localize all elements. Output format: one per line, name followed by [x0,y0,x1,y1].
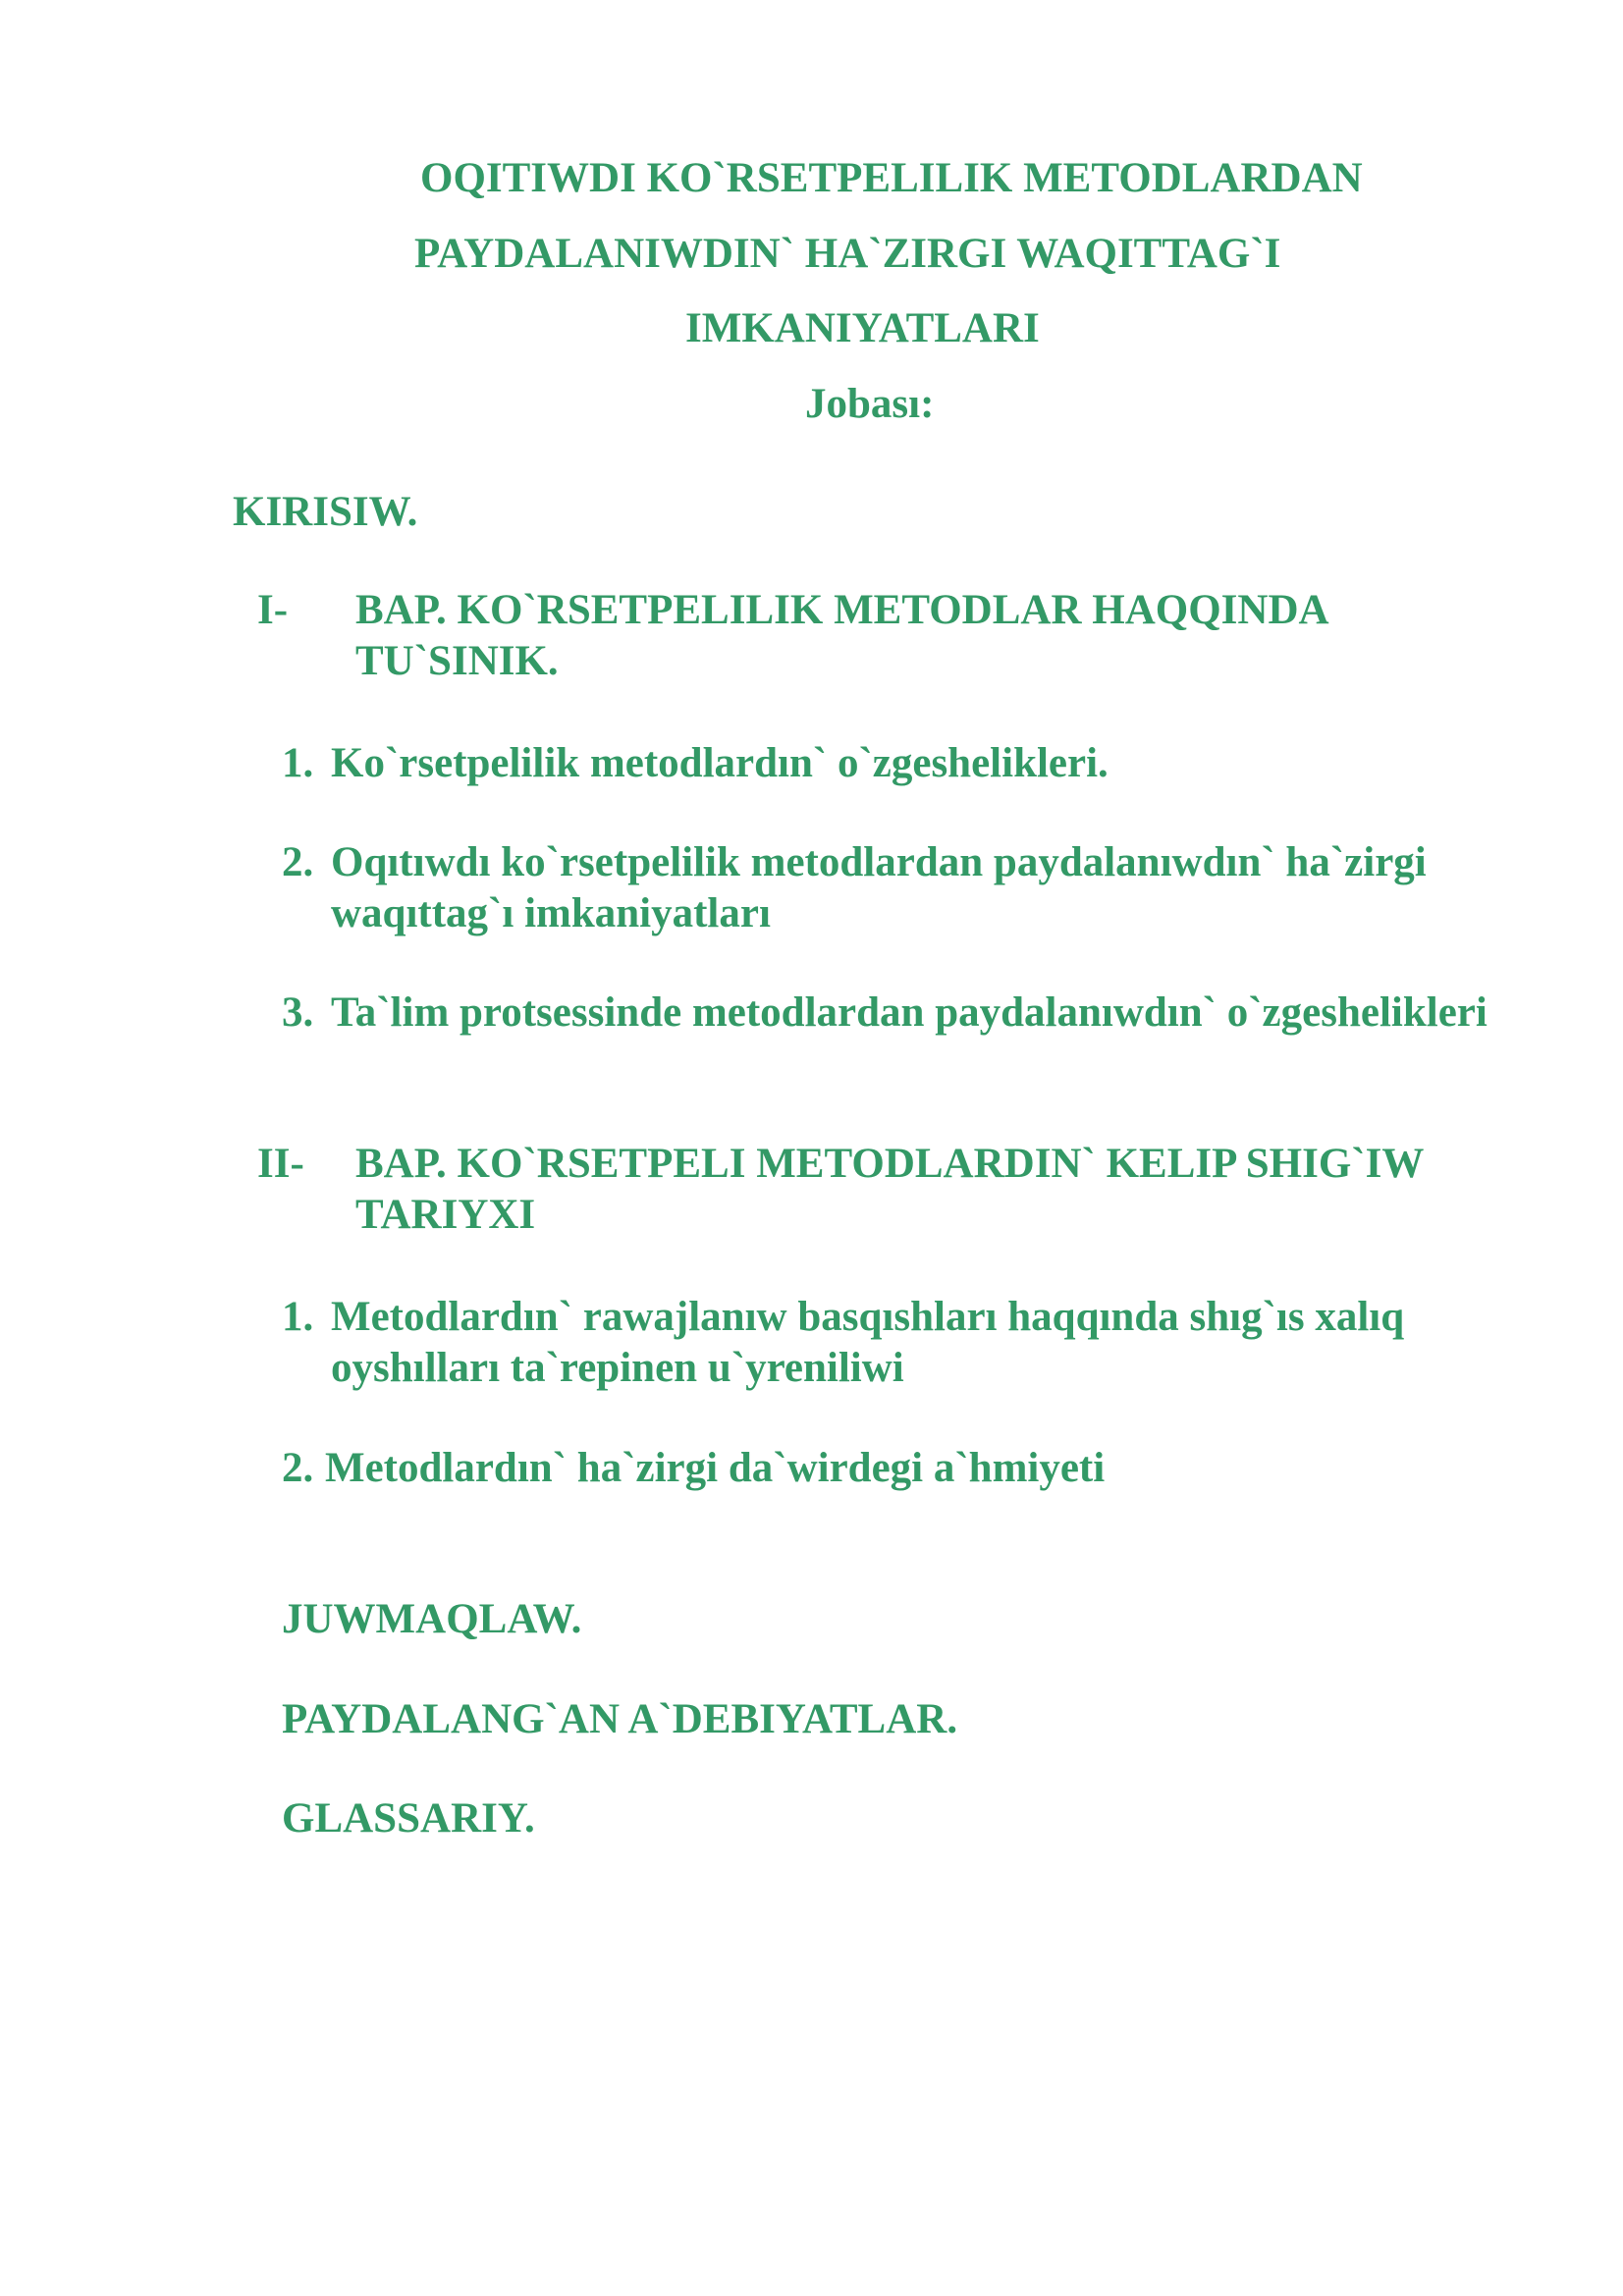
item-number: 3. [282,989,314,1036]
item-text: Ta`lim protsessinde metodlardan paydalanıwdın` o`zgeshelikleri [331,989,1488,1036]
item-text: Metodlardın` ha`zirgi da`wirdegi a`hmiyeti [325,1445,1106,1491]
item-text: Metodlardın` rawajlanıw basqıshları haqqında shıg`ıs xalıq oyshılları ta`repinen u`yreniliwi [331,1294,1405,1391]
plan-heading: Jobası: [805,381,935,427]
item-number: 2. [282,1445,314,1491]
title-line-1: OQITIWDI KO`RSETPELILIK METODLARDAN [420,155,1363,201]
title-line-3: IMKANIYATLARI [685,305,1040,351]
chapter-2-title: BAP. KO`RSETPELI METODLARDIN` KELIP SHIG`IW TARIYXI [355,1141,1424,1238]
references-heading: PAYDALANG`AN A`DEBIYATLAR. [282,1696,958,1742]
conclusion-heading: JUWMAQLAW. [282,1596,582,1642]
item-number: 1. [282,1294,314,1340]
glossary-heading: GLASSARIY. [282,1795,535,1842]
intro-heading: KIRISIW. [233,489,418,535]
item-text: Oqıtıwdı ko`rsetpelilik metodlardan paydalanıwdın` ha`zirgi waqıttag`ı imkaniyatları [331,839,1427,936]
chapter-1-title: BAP. KO`RSETPELILIK METODLAR HAQQINDA TU`SINIK. [355,587,1327,684]
chapter-2-number: II- [257,1141,304,1187]
item-text: Ko`rsetpelilik metodlardın` o`zgeshelikleri. [331,740,1109,786]
title-line-2: PAYDALANIWDIN` HA`ZIRGI WAQITTAG`I [414,231,1281,277]
item-number: 1. [282,740,314,786]
item-number: 2. [282,839,314,885]
chapter-1-number: I- [257,587,289,633]
